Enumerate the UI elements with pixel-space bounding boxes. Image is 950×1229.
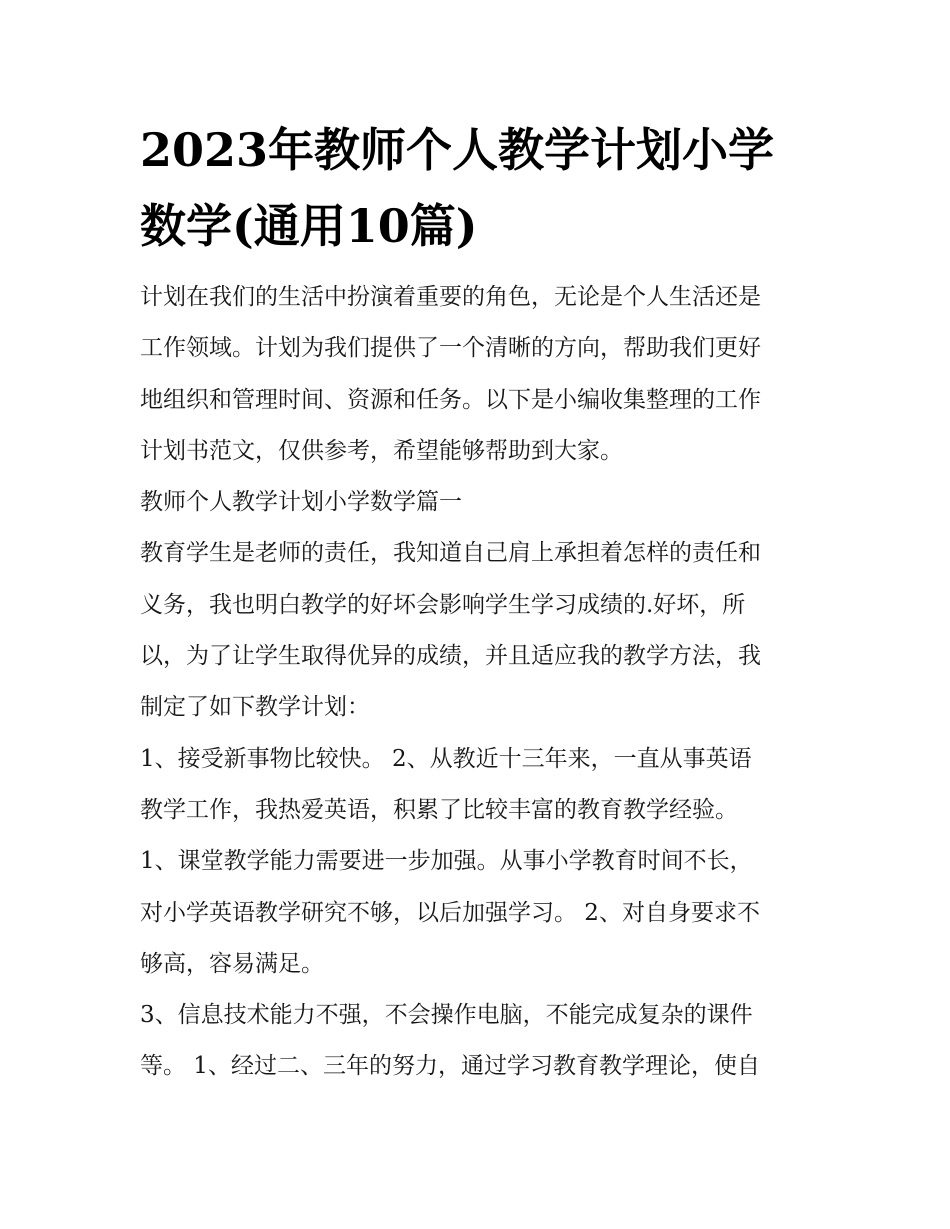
title-line: 数学(通用10篇)	[140, 199, 478, 253]
body-line: 教学工作，我热爱英语，积累了比较丰富的教育教学经验。	[140, 796, 738, 823]
body-line: 义务，我也明白教学的好坏会影响学生学习成绩的.好坏，所	[140, 591, 746, 618]
body-line: 工作领域。计划为我们提供了一个清晰的方向，帮助我们更好	[140, 335, 761, 362]
document-body	[140, 272, 820, 1093]
body-line: 教育学生是老师的责任，我知道自己肩上承担着怎样的责任和	[140, 540, 761, 567]
body-line: 3、信息技术能力不强，不会操作电脑，不能完成复杂的课件	[140, 1002, 753, 1029]
body-line: 1、接受新事物比较快。 2、从教近十三年来，一直从事英语	[140, 745, 752, 772]
body-line: 计划书范文，仅供参考，希望能够帮助到大家。	[140, 437, 623, 464]
body-line: 地组织和管理时间、资源和任务。以下是小编收集整理的工作	[140, 386, 761, 413]
body-line: 对小学英语教学研究不够，以后加强学习。 2、对自身要求不	[140, 899, 760, 926]
title-line: 2023年教师个人教学计划小学	[140, 123, 775, 177]
section-heading: 教师个人教学计划小学数学篇一	[140, 489, 462, 516]
body-line: 够高，容易满足。	[140, 950, 324, 977]
document-title	[140, 112, 820, 264]
body-line: 以，为了让学生取得优异的成绩，并且适应我的教学方法，我	[140, 643, 761, 670]
body-line: 1、课堂教学能力需要进一步加强。从事小学教育时间不长，	[140, 848, 753, 875]
body-line: 等。 1、经过二、三年的努力，通过学习教育教学理论，使自	[140, 1053, 760, 1080]
body-line: 制定了如下教学计划：	[140, 694, 370, 721]
body-line: 计划在我们的生活中扮演着重要的角色，无论是个人生活还是	[140, 284, 761, 310]
